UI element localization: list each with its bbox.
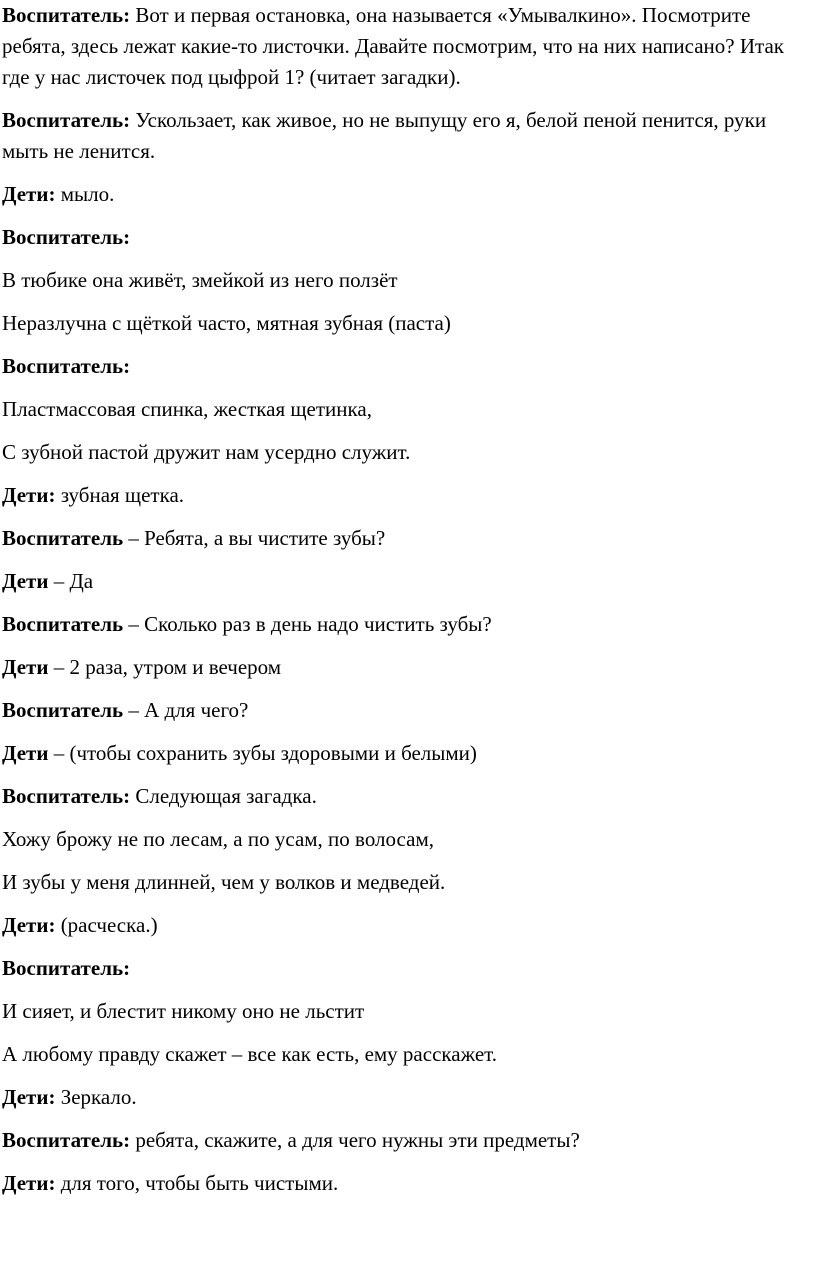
paragraph	[2, 1082, 802, 1113]
paragraph-text: В тюбике она живёт, змейкой из него ползёт	[2, 268, 398, 292]
paragraph-text: Неразлучна с щёткой часто, мятная зубная (паста)	[2, 311, 451, 335]
speaker-label: Дети:	[2, 483, 56, 507]
paragraph	[2, 0, 802, 93]
paragraph-text: мыло.	[55, 182, 115, 206]
speaker-label: Воспитатель	[2, 526, 124, 550]
paragraph-text: Вот и первая остановка, она называется «Умывалкино». Посмотрите ребята, здесь лежат какие-то листочки. Давайте посмотрим, что на них написано? Итак где у нас листочек под цыфрой 1? (читает загадки).	[2, 3, 784, 89]
paragraph	[2, 351, 802, 382]
paragraph-text: Следующая загадка.	[130, 784, 317, 808]
paragraph-text: – (чтобы сохранить зубы здоровыми и белыми)	[48, 741, 477, 765]
paragraph-text: Пластмассовая спинка, жесткая щетинка,	[2, 397, 372, 421]
speaker-label: Воспитатель:	[2, 3, 131, 27]
paragraph	[2, 265, 802, 296]
paragraph-text: Зеркало.	[55, 1085, 137, 1109]
paragraph-text: – Ребята, а вы чистите зубы?	[123, 526, 386, 550]
paragraph	[2, 523, 802, 554]
speaker-label: Воспитатель:	[2, 784, 131, 808]
paragraph	[2, 105, 802, 167]
paragraph	[2, 1168, 802, 1199]
paragraph-text: С зубной пастой дружит нам усердно служит.	[2, 440, 411, 464]
paragraph-text: зубная щетка.	[55, 483, 185, 507]
paragraph	[2, 222, 802, 253]
paragraph	[2, 867, 802, 898]
speaker-label: Дети:	[2, 913, 56, 937]
paragraph	[2, 1039, 802, 1070]
paragraph-text: – А для чего?	[123, 698, 249, 722]
speaker-label: Воспитатель:	[2, 354, 131, 378]
paragraph-text: – Да	[48, 569, 94, 593]
paragraph-text: для того, чтобы быть чистыми.	[55, 1171, 339, 1195]
paragraph	[2, 953, 802, 984]
speaker-label: Дети:	[2, 1171, 56, 1195]
paragraph	[2, 566, 802, 597]
paragraph-text: А любому правду скажет – все как есть, ему расскажет.	[2, 1042, 497, 1066]
paragraph-text: И сияет, и блестит никому оно не льстит	[2, 999, 365, 1023]
speaker-label: Дети:	[2, 1085, 56, 1109]
paragraph-text: – 2 раза, утром и вечером	[48, 655, 282, 679]
paragraph	[2, 910, 802, 941]
speaker-label: Воспитатель:	[2, 956, 131, 980]
paragraph	[2, 996, 802, 1027]
paragraph	[2, 695, 802, 726]
speaker-label: Дети	[2, 655, 49, 679]
paragraph	[2, 308, 802, 339]
paragraph-text: ребята, скажите, а для чего нужны эти предметы?	[130, 1128, 580, 1152]
paragraph-text: (расческа.)	[55, 913, 158, 937]
speaker-label: Воспитатель	[2, 612, 124, 636]
paragraph	[2, 480, 802, 511]
speaker-label: Воспитатель:	[2, 225, 131, 249]
speaker-label: Воспитатель:	[2, 108, 131, 132]
paragraph-text: – Сколько раз в день надо чистить зубы?	[123, 612, 492, 636]
paragraph	[2, 1125, 802, 1156]
paragraph-text: Хожу брожу не по лесам, а по усам, по волосам,	[2, 827, 434, 851]
paragraph	[2, 179, 802, 210]
speaker-label: Дети:	[2, 182, 56, 206]
speaker-label: Воспитатель	[2, 698, 124, 722]
paragraph	[2, 652, 802, 683]
speaker-label: Дети	[2, 569, 49, 593]
paragraph	[2, 824, 802, 855]
paragraph-text: Ускользает, как живое, но не выпущу его я, белой пеной пенится, руки мыть не ленится.	[2, 108, 767, 163]
paragraph	[2, 738, 802, 769]
paragraph	[2, 781, 802, 812]
paragraph	[2, 394, 802, 425]
paragraph	[2, 437, 802, 468]
speaker-label: Дети	[2, 741, 49, 765]
speaker-label: Воспитатель:	[2, 1128, 131, 1152]
paragraph-text: И зубы у меня длинней, чем у волков и медведей.	[2, 870, 446, 894]
paragraph	[2, 609, 802, 640]
